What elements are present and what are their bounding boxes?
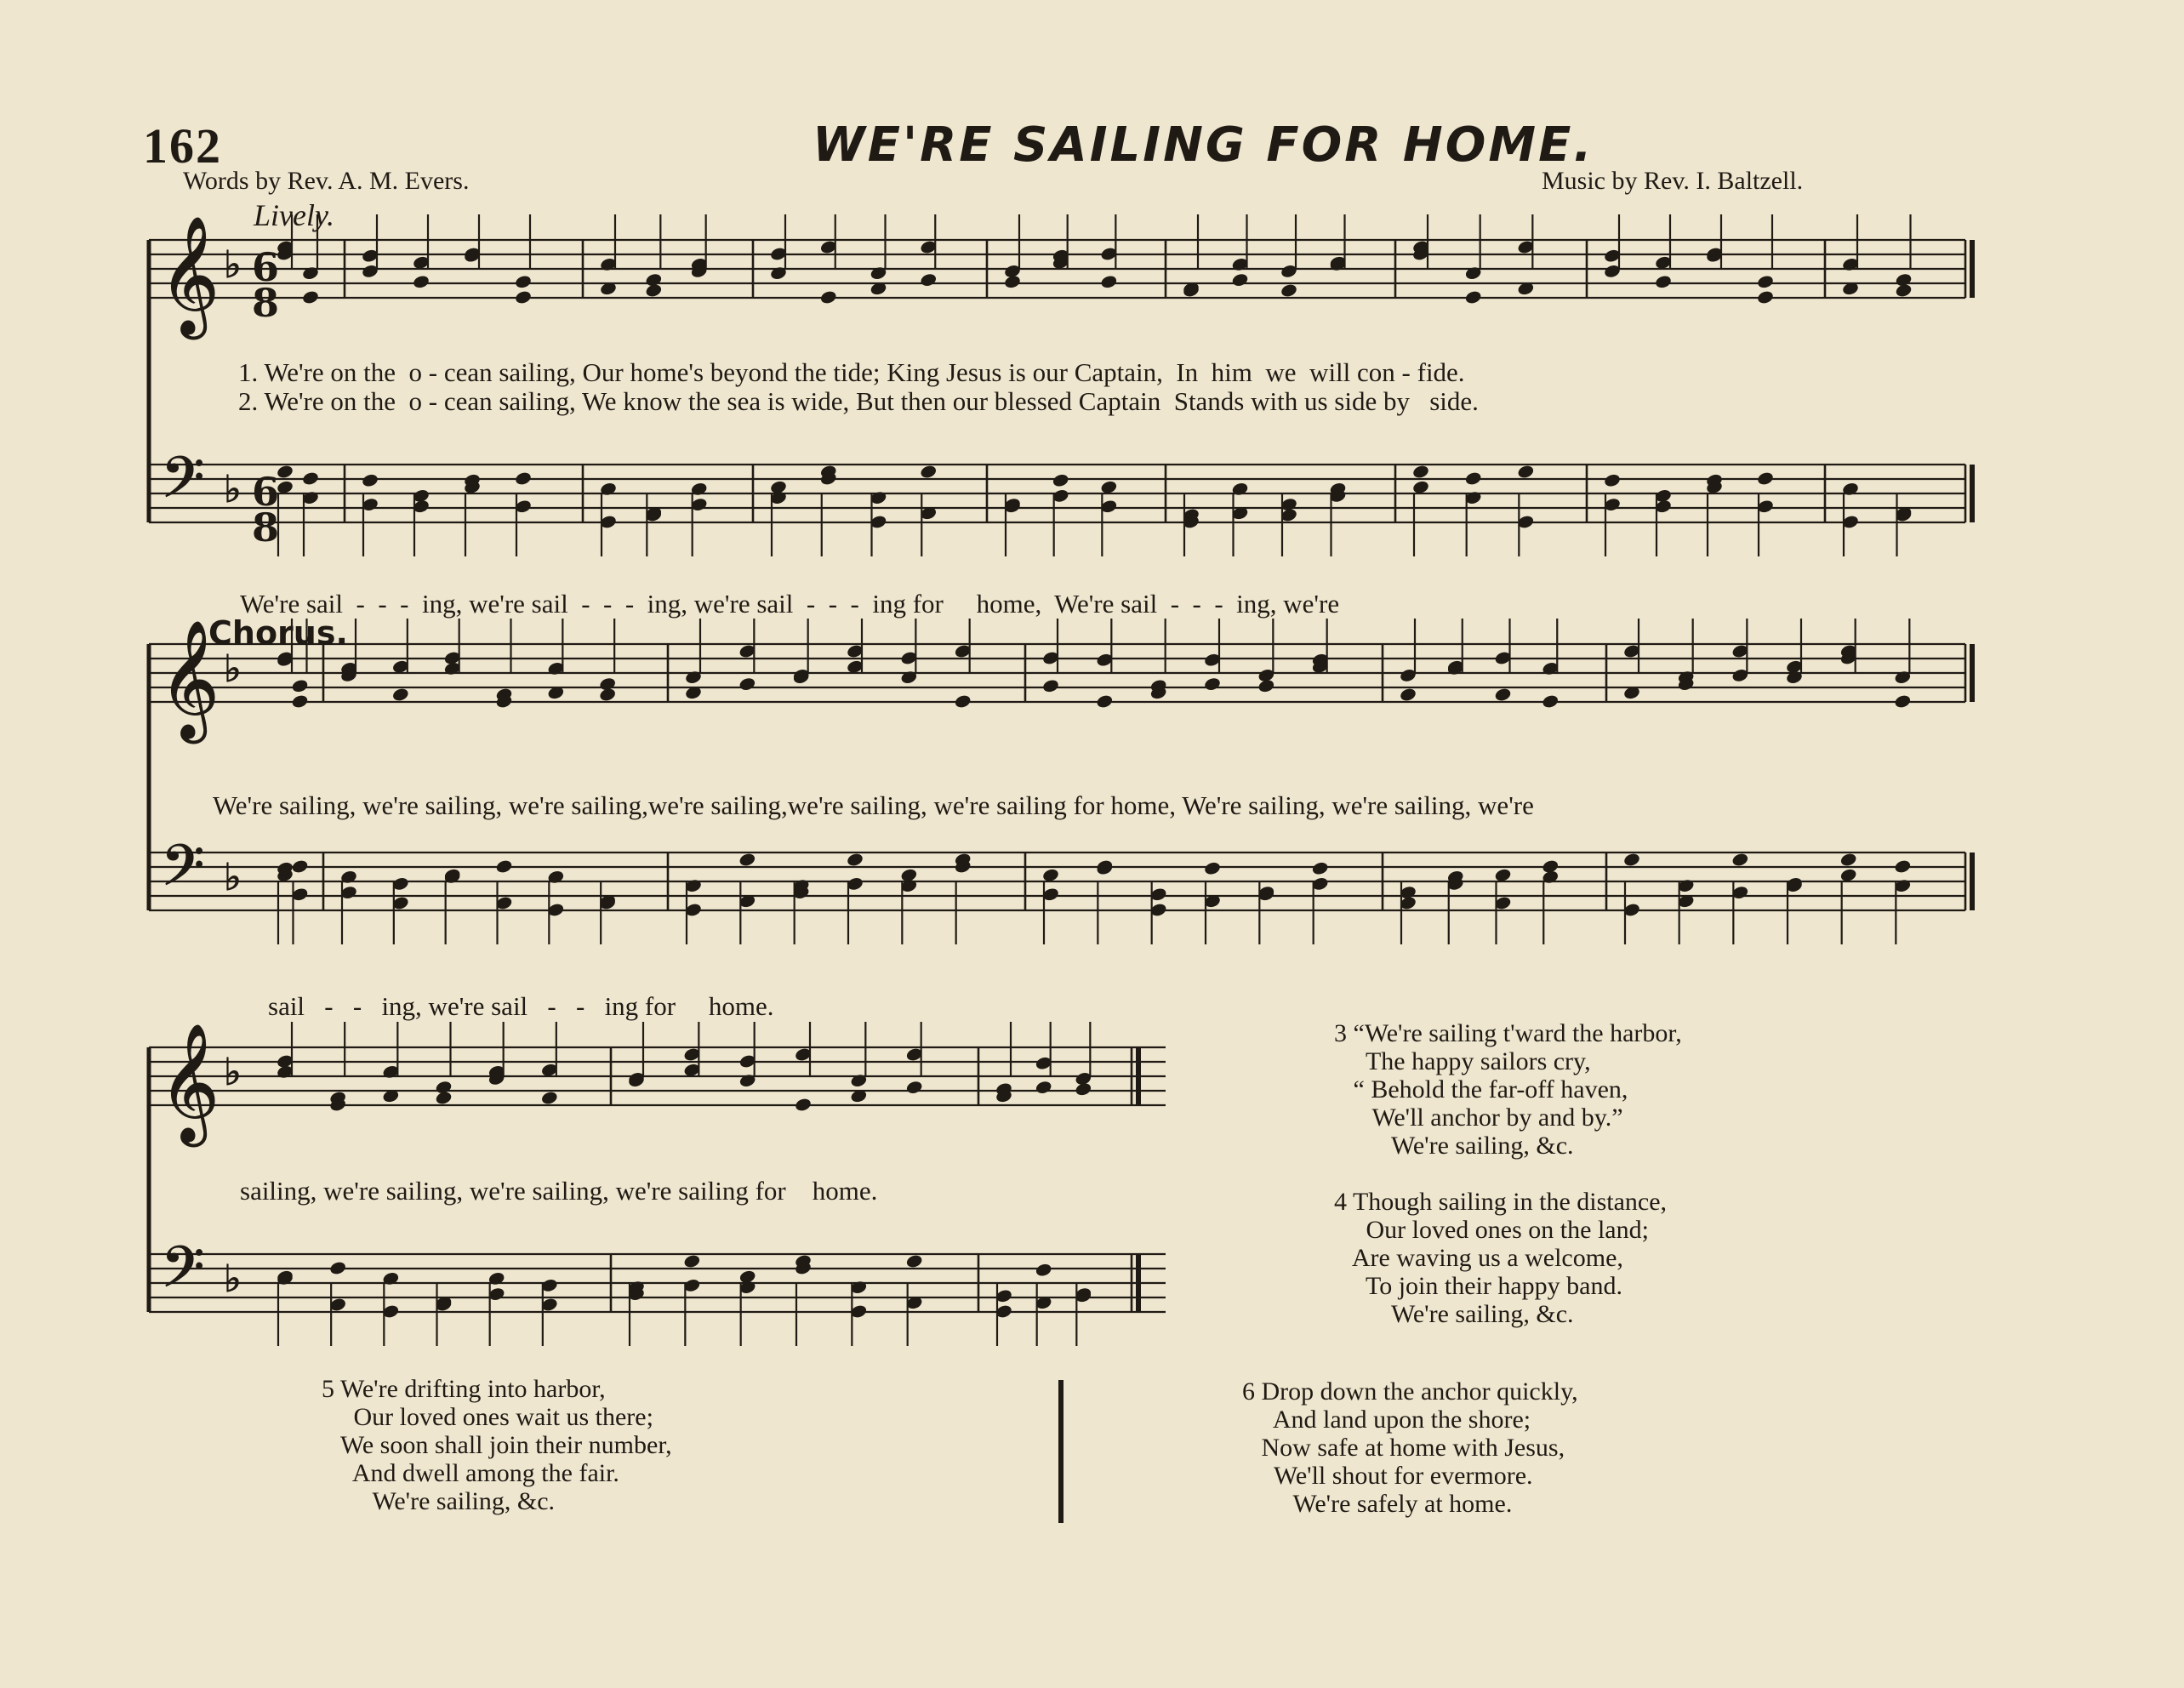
note-head [1411,464,1429,479]
note-head [846,852,864,867]
bass-clef-icon: 𝄢 [161,445,205,524]
hymn-title: WE'RE SAILING FOR HOME. [813,117,1594,173]
stanza-line: Our loved ones wait us there; [322,1403,653,1431]
time-signature-bottom-treble: 8 [252,280,280,326]
stanza-line: We're safely at home. [1242,1490,1513,1518]
note-head [1096,693,1114,709]
stanza-line: We're sailing, &c. [322,1487,556,1515]
final-upper-lyric: sail - - ing, we're sail - - ing for home. [268,991,774,1021]
flat-sign-icon: ♭ [224,647,242,691]
stanza-line: To join their happy band. [1334,1272,1622,1300]
note-head [301,470,319,486]
note-head [1654,274,1672,289]
note-head [1203,861,1221,876]
stanza-line: Are waving us a welcome, [1334,1244,1623,1272]
note-head [905,1080,923,1095]
stanza-line: 6 Drop down the anchor quickly, [1242,1377,1578,1406]
note-head [1542,858,1560,874]
note-head [1731,852,1749,867]
stanza-line: 5 We're drifting into harbor, [322,1375,606,1403]
stanza-line: We'll shout for evermore. [1242,1462,1533,1490]
flat-sign-icon: ♭ [224,856,242,899]
flat-sign-icon: ♭ [224,1257,242,1301]
note-head [1894,693,1912,709]
stanza-line: The happy sailors cry, [1334,1047,1591,1075]
note-head [1464,289,1482,305]
note-head [1399,687,1417,702]
note-head [514,470,532,486]
note-head [1756,470,1774,486]
verse-1-lyric: 1. We're on the o - cean sailing, Our home's beyond the tide; King Jesus is our Captain, In him we will con - fide. [238,357,1465,387]
note-head [905,1253,923,1269]
note-head [1311,861,1329,876]
note-head [683,1253,701,1269]
note-head [819,289,837,305]
stanza-divider [1058,1380,1063,1523]
page-number: 162 [143,118,222,174]
note-head [1052,473,1069,488]
note-head [1895,272,1913,288]
note-head [1041,678,1059,693]
stanza-6 [1242,1377,1578,1518]
note-head [1231,272,1249,288]
verse-2-lyric: 2. We're on the o - cean sailing, We know the sea is wide, But then our blessed Captain Stands with us side by side. [238,386,1479,416]
stanza-4 [1334,1188,1667,1328]
music-credit: Music by Rev. I. Baltzell. [1542,167,1804,195]
treble-clef-icon: 𝄞 [159,216,220,334]
note-head [514,289,532,305]
tempo-marking: Lively. [254,198,334,232]
stanza-line: We soon shall join their number, [322,1431,672,1459]
note-head [540,1090,558,1105]
stanza-line: 4 Though sailing in the distance, [1334,1188,1668,1216]
note-head [495,858,513,874]
note-head [1464,470,1482,486]
note-head [328,1260,346,1275]
note-head [738,852,756,867]
note-head [598,676,616,692]
note-head [920,272,938,288]
note-head [794,1097,812,1112]
stanza-line: Our loved ones on the land; [1334,1216,1649,1244]
note-head [920,464,938,479]
stanza-line: “ Behold the far-off haven, [1334,1075,1628,1103]
note-head [1603,473,1621,488]
chorus-lower-lyric: We're sailing, we're sailing, we're sailing,we're sailing,we're sailing, we're sailing for home, We're sailing, we're sailing, we're [213,790,1534,820]
treble-clef-icon: 𝄞 [159,620,220,738]
note-head [1894,858,1912,874]
note-head [361,473,379,488]
note-head [301,289,319,305]
stanza-line: And land upon the shore; [1242,1406,1531,1434]
note-head [291,678,309,693]
flat-sign-icon: ♭ [224,243,242,287]
note-head [1756,289,1774,305]
note-head [412,274,430,289]
stanza-line: Now safe at home with Jesus, [1242,1434,1565,1462]
note-head [1756,274,1774,289]
note-head [291,858,309,874]
note-head [435,1080,453,1095]
stanza-line: We'll anchor by and by.” [1334,1103,1623,1132]
note-head [1203,676,1221,692]
note-head [738,676,756,692]
note-head [1035,1080,1052,1095]
stanza-line: We're sailing, &c. [1334,1300,1574,1328]
stanza-line: We're sailing, &c. [1334,1132,1574,1160]
treble-clef-icon: 𝄞 [159,1024,220,1142]
note-head [1517,464,1535,479]
note-head [645,272,663,288]
note-head [1622,852,1640,867]
note-head [391,687,409,702]
stanza-3 [1334,1019,1682,1160]
flat-sign-icon: ♭ [224,1051,242,1094]
time-signature-bottom-bass: 8 [252,505,280,550]
note-head [1494,687,1512,702]
chorus-label: Chorus. [208,614,348,652]
note-head [1839,852,1857,867]
note-head [1100,274,1118,289]
note-head [954,693,972,709]
stanza-5 [322,1375,672,1515]
note-head [1280,282,1297,298]
words-credit: Words by Rev. A. M. Evers. [183,167,470,195]
time-signature-top-treble: 6 [252,244,280,290]
note-head [1035,1263,1052,1278]
bass-clef-icon: 𝄢 [161,1235,205,1314]
stanza-line: And dwell among the fair. [322,1459,619,1487]
chorus-upper-lyric: We're sail - - - ing, we're sail - - - ing, we're sail - - - ing for home, We're sail - - - ing, we're [240,589,1340,619]
time-signature-top-bass: 6 [252,469,280,515]
note-head [1542,693,1560,709]
bass-clef-icon: 𝄢 [161,833,205,912]
final-lower-lyric: sailing, we're sailing, we're sailing, we're sailing for home. [240,1176,878,1206]
note-head [514,274,532,289]
stanza-line: 3 “We're sailing t'ward the harbor, [1334,1019,1682,1047]
flat-sign-icon: ♭ [224,468,242,511]
note-head [291,693,309,709]
